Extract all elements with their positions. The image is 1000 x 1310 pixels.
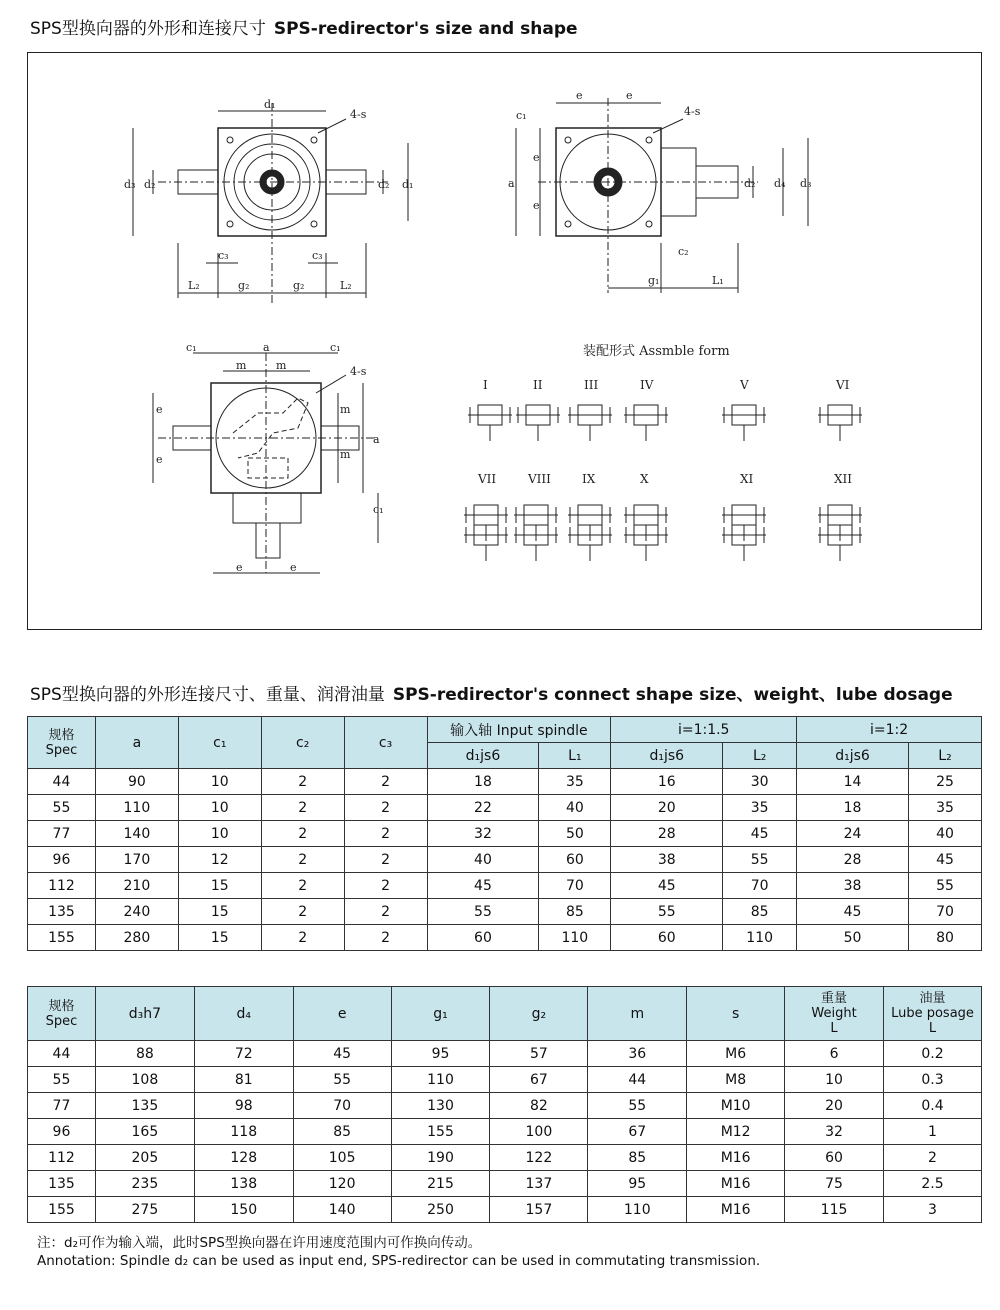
- table2-cell: M16: [687, 1145, 785, 1171]
- th-c2: c₂: [261, 717, 344, 769]
- table1-cell: 45: [611, 873, 723, 899]
- table2-cell: M16: [687, 1171, 785, 1197]
- table1-cell: 110: [723, 925, 797, 951]
- table2-cell: 0.4: [884, 1093, 982, 1119]
- table2-cell: 128: [194, 1145, 293, 1171]
- table1-cell: 18: [427, 769, 539, 795]
- table1-cell: 135: [28, 899, 96, 925]
- table2-cell: 205: [95, 1145, 194, 1171]
- form-label-4: IV: [640, 378, 654, 392]
- table1-cell: 50: [539, 821, 611, 847]
- table2-cell: 120: [293, 1171, 391, 1197]
- form-label-8: VIII: [528, 472, 551, 486]
- view-three-shafts: [153, 353, 378, 573]
- table2-row: [28, 1171, 982, 1197]
- table2-cell: M16: [687, 1197, 785, 1223]
- th2-s: s: [687, 987, 785, 1041]
- table2-cell: 157: [490, 1197, 588, 1223]
- table1-cell: 28: [611, 821, 723, 847]
- table2-cell: 138: [194, 1171, 293, 1197]
- table2-cell: 137: [490, 1171, 588, 1197]
- label-d1-v1: d₁: [402, 178, 414, 191]
- label-a-v2: a: [508, 177, 515, 190]
- table1-cell: 2: [344, 821, 427, 847]
- table1-cell: 40: [908, 821, 981, 847]
- table1-cell: 2: [344, 769, 427, 795]
- table1-cell: 10: [178, 795, 261, 821]
- th2-g1: g₁: [391, 987, 490, 1041]
- table2-cell: 88: [95, 1041, 194, 1067]
- table1-cell: 35: [539, 769, 611, 795]
- table2-cell: 235: [95, 1171, 194, 1197]
- table2-row: [28, 1145, 982, 1171]
- table1-cell: 35: [908, 795, 981, 821]
- table1-cell: 45: [908, 847, 981, 873]
- table2-cell: 85: [588, 1145, 687, 1171]
- table1-cell: 10: [178, 769, 261, 795]
- table1-cell: 170: [95, 847, 178, 873]
- label-e-v3-bottom-left: e: [236, 561, 243, 574]
- form-label-9: IX: [582, 472, 596, 486]
- label-e-side-bottom: e: [533, 199, 540, 212]
- table1-cell: 60: [611, 925, 723, 951]
- th-d1js6-2: d₁js6: [797, 743, 909, 769]
- form-label-11: XI: [740, 472, 754, 486]
- table1-cell: 22: [427, 795, 539, 821]
- label-e-top-left: e: [576, 89, 583, 102]
- title-cn: SPS型换向器的外形和连接尺寸: [30, 19, 266, 39]
- table2-cell: 45: [293, 1041, 391, 1067]
- label-a-v3-top: a: [263, 341, 270, 354]
- table1-cell: 45: [723, 821, 797, 847]
- table1-cell: 15: [178, 899, 261, 925]
- spec-table-2: [27, 986, 982, 1223]
- table1-cell: 2: [344, 795, 427, 821]
- forms-row2-icons: [464, 505, 862, 561]
- table1-cell: 60: [427, 925, 539, 951]
- label-c1-v2: c₁: [516, 109, 527, 122]
- table1-cell: 35: [723, 795, 797, 821]
- table1-row: [28, 769, 982, 795]
- th-ratio-1-1.5: i=1:1.5: [611, 717, 797, 743]
- table1-cell: 30: [723, 769, 797, 795]
- label-c1-v3-right: c₁: [330, 341, 341, 354]
- table2-cell: 55: [588, 1093, 687, 1119]
- table2-row: [28, 1197, 982, 1223]
- table1-row: [28, 847, 982, 873]
- table1-cell: 155: [28, 925, 96, 951]
- label-e-side-top: e: [533, 151, 540, 164]
- table2-cell: 55: [28, 1067, 96, 1093]
- table2-cell: 67: [588, 1119, 687, 1145]
- table2-cell: 135: [28, 1171, 96, 1197]
- table1-cell: 18: [797, 795, 909, 821]
- th2-weight: 重量 Weight L: [785, 987, 884, 1041]
- table1-cell: 55: [908, 873, 981, 899]
- table1-cell: 2: [344, 847, 427, 873]
- assembly-forms: [464, 405, 862, 561]
- table1-cell: 16: [611, 769, 723, 795]
- table1-row: [28, 795, 982, 821]
- form-label-2: II: [533, 378, 543, 392]
- table1-cell: 50: [797, 925, 909, 951]
- table2-cell: 190: [391, 1145, 490, 1171]
- table1-cell: 55: [723, 847, 797, 873]
- annotation-note: [37, 1234, 760, 1270]
- table2-cell: 57: [490, 1041, 588, 1067]
- table1-cell: 55: [427, 899, 539, 925]
- table1-cell: 24: [797, 821, 909, 847]
- th2-lube: 油量 Lube posage L: [884, 987, 982, 1041]
- table1-cell: 2: [344, 925, 427, 951]
- label-e-v3-left-bottom: e: [156, 453, 163, 466]
- table1-cell: 15: [178, 873, 261, 899]
- dimension-drawings: [28, 53, 983, 631]
- table1-cell: 70: [539, 873, 611, 899]
- table2-cell: 3: [884, 1197, 982, 1223]
- table2-cell: 110: [391, 1067, 490, 1093]
- label-L2-right: L₂: [340, 279, 352, 292]
- table1-cell: 210: [95, 873, 178, 899]
- table2-cell: 2: [884, 1145, 982, 1171]
- table1-cell: 110: [95, 795, 178, 821]
- table2-cell: 96: [28, 1119, 96, 1145]
- table1-cell: 38: [797, 873, 909, 899]
- label-L1-v2: L₁: [712, 274, 724, 287]
- table1-cell: 77: [28, 821, 96, 847]
- label-L2-left: L₂: [188, 279, 200, 292]
- table1-cell: 60: [539, 847, 611, 873]
- technical-drawing-frame: [27, 52, 982, 630]
- label-d3-v1: d₃: [124, 178, 136, 191]
- section-title-size-shape: [30, 14, 578, 39]
- form-label-3: III: [584, 378, 599, 392]
- table1-cell: 32: [427, 821, 539, 847]
- th2-d4: d₄: [194, 987, 293, 1041]
- table2-cell: 215: [391, 1171, 490, 1197]
- th-c3: c₃: [344, 717, 427, 769]
- label-m-v3-left: m: [236, 359, 247, 372]
- th2-m: m: [588, 987, 687, 1041]
- th-spec: 规格 Spec: [28, 717, 96, 769]
- label-4s-v2: 4-s: [684, 105, 701, 118]
- table2-row: [28, 1119, 982, 1145]
- title2-en: SPS-redirector's connect shape size、weight、lube dosage: [392, 685, 953, 705]
- label-d3-v2: d₃: [800, 177, 812, 190]
- table1-cell: 28: [797, 847, 909, 873]
- table1-cell: 14: [797, 769, 909, 795]
- table2-cell: 77: [28, 1093, 96, 1119]
- table1-cell: 15: [178, 925, 261, 951]
- label-e-v3-bottom-right: e: [290, 561, 297, 574]
- form-label-10: X: [640, 472, 649, 486]
- table1-row: [28, 821, 982, 847]
- th-d1js6-input: d₁js6: [427, 743, 539, 769]
- th2-g2: g₂: [490, 987, 588, 1041]
- label-4s-v1: 4-s: [350, 108, 367, 121]
- th-c1: c₁: [178, 717, 261, 769]
- table2-cell: 36: [588, 1041, 687, 1067]
- table2-cell: M12: [687, 1119, 785, 1145]
- view-front-two-shafts: [133, 103, 408, 303]
- th-input-spindle: 输入轴 Input spindle: [427, 717, 611, 743]
- th-L2-15: L₂: [723, 743, 797, 769]
- table2-cell: 0.2: [884, 1041, 982, 1067]
- table2-cell: 6: [785, 1041, 884, 1067]
- table2-cell: 118: [194, 1119, 293, 1145]
- table1-cell: 2: [261, 821, 344, 847]
- table2-cell: 60: [785, 1145, 884, 1171]
- table2-cell: 1: [884, 1119, 982, 1145]
- label-4s-v3: 4-s: [350, 365, 367, 378]
- table2-cell: 67: [490, 1067, 588, 1093]
- table1-cell: 55: [611, 899, 723, 925]
- table2-cell: 85: [293, 1119, 391, 1145]
- table1-cell: 110: [539, 925, 611, 951]
- label-c3-left: c₃: [218, 249, 229, 262]
- label-e-top-right: e: [626, 89, 633, 102]
- table1-cell: 70: [723, 873, 797, 899]
- th-L1: L₁: [539, 743, 611, 769]
- table2-cell: 98: [194, 1093, 293, 1119]
- label-m-v3-side-top: m: [340, 403, 351, 416]
- label-e-v3-left-top: e: [156, 403, 163, 416]
- th-d1js6-15: d₁js6: [611, 743, 723, 769]
- table2-cell: 105: [293, 1145, 391, 1171]
- title2-cn: SPS型换向器的外形连接尺寸、重量、润滑油量: [30, 685, 385, 705]
- table2-cell: 115: [785, 1197, 884, 1223]
- table1-cell: 2: [261, 795, 344, 821]
- table2-row: [28, 1093, 982, 1119]
- table1-cell: 112: [28, 873, 96, 899]
- spec-table-1: [27, 716, 982, 951]
- table1-row: [28, 873, 982, 899]
- table1-cell: 2: [344, 899, 427, 925]
- label-d2-v2: d₂: [744, 177, 756, 190]
- table1-cell: 90: [95, 769, 178, 795]
- note-cn: 注：d₂可作为输入端，此时SPS型换向器在许用速度范围内可作换向传动。: [37, 1235, 482, 1251]
- label-a-v3-side: a: [373, 433, 380, 446]
- table2-cell: 75: [785, 1171, 884, 1197]
- table1-cell: 96: [28, 847, 96, 873]
- label-m-v3-right: m: [276, 359, 287, 372]
- table2-cell: 275: [95, 1197, 194, 1223]
- table2-cell: 55: [293, 1067, 391, 1093]
- table1-row: [28, 899, 982, 925]
- table2-cell: 165: [95, 1119, 194, 1145]
- label-g2-right: g₂: [293, 279, 305, 292]
- table1-cell: 280: [95, 925, 178, 951]
- table1-cell: 55: [28, 795, 96, 821]
- table1-cell: 40: [427, 847, 539, 873]
- table2-cell: 110: [588, 1197, 687, 1223]
- table2-cell: M6: [687, 1041, 785, 1067]
- table1-cell: 20: [611, 795, 723, 821]
- table2-cell: 95: [588, 1171, 687, 1197]
- table1-row: [28, 925, 982, 951]
- table1-cell: 45: [427, 873, 539, 899]
- table2-cell: 140: [293, 1197, 391, 1223]
- label-c1-v3-left: c₁: [186, 341, 197, 354]
- table2-cell: 112: [28, 1145, 96, 1171]
- label-c2-v2: c₂: [678, 245, 689, 258]
- table2-cell: M8: [687, 1067, 785, 1093]
- table2-cell: 95: [391, 1041, 490, 1067]
- table1-cell: 2: [344, 873, 427, 899]
- label-d2-left: d₂: [144, 178, 156, 191]
- form-label-12: XII: [834, 472, 853, 486]
- table2-cell: M10: [687, 1093, 785, 1119]
- table2-cell: 10: [785, 1067, 884, 1093]
- table1-cell: 40: [539, 795, 611, 821]
- label-c1-v3-side: c₁: [373, 503, 384, 516]
- table2-cell: 44: [28, 1041, 96, 1067]
- table2-cell: 0.3: [884, 1067, 982, 1093]
- table1-cell: 2: [261, 769, 344, 795]
- label-c3-right: c₃: [312, 249, 323, 262]
- table1-cell: 25: [908, 769, 981, 795]
- table1-cell: 2: [261, 925, 344, 951]
- th2-spec: 规格 Spec: [28, 987, 96, 1041]
- table2-row: [28, 1041, 982, 1067]
- forms-row1-icons: [468, 405, 862, 441]
- form-label-1: I: [483, 378, 488, 392]
- note-en: Annotation: Spindle d₂ can be used as input end, SPS-redirector can be used in commutating transmission.: [37, 1253, 761, 1269]
- th2-e: e: [293, 987, 391, 1041]
- table2-cell: 250: [391, 1197, 490, 1223]
- label-g1-v2: g₁: [648, 274, 660, 287]
- th2-d3h7: d₃h7: [95, 987, 194, 1041]
- table2-cell: 150: [194, 1197, 293, 1223]
- assembly-form-title: 装配形式 Assmble form: [583, 344, 730, 359]
- table2-cell: 135: [95, 1093, 194, 1119]
- view-side-one-shaft: [516, 98, 808, 293]
- table1-cell: 10: [178, 821, 261, 847]
- th-a: a: [95, 717, 178, 769]
- table1-cell: 12: [178, 847, 261, 873]
- table1-cell: 85: [723, 899, 797, 925]
- table1-cell: 44: [28, 769, 96, 795]
- table2-row: [28, 1067, 982, 1093]
- table1-cell: 240: [95, 899, 178, 925]
- table1-cell: 2: [261, 873, 344, 899]
- th-L2-2: L₂: [908, 743, 981, 769]
- label-d1-top: d₁: [264, 98, 276, 111]
- table1-cell: 140: [95, 821, 178, 847]
- table1-cell: 2: [261, 847, 344, 873]
- label-d4-v2: d₄: [774, 177, 786, 190]
- table1-cell: 2: [261, 899, 344, 925]
- table2-cell: 44: [588, 1067, 687, 1093]
- table1-cell: 80: [908, 925, 981, 951]
- form-label-7: VII: [478, 472, 497, 486]
- table2-cell: 2.5: [884, 1171, 982, 1197]
- table2-cell: 81: [194, 1067, 293, 1093]
- table1-cell: 38: [611, 847, 723, 873]
- table2-cell: 70: [293, 1093, 391, 1119]
- form-label-5: V: [740, 378, 749, 392]
- table2-cell: 155: [391, 1119, 490, 1145]
- table1-cell: 45: [797, 899, 909, 925]
- label-d2-right: d₂: [378, 178, 390, 191]
- table1-cell: 85: [539, 899, 611, 925]
- table2-cell: 122: [490, 1145, 588, 1171]
- table2-cell: 72: [194, 1041, 293, 1067]
- section-title-table: [30, 680, 953, 705]
- table2-cell: 82: [490, 1093, 588, 1119]
- label-m-v3-side-bottom: m: [340, 448, 351, 461]
- th-ratio-1-2: i=1:2: [797, 717, 982, 743]
- label-g2-left: g₂: [238, 279, 250, 292]
- table1-cell: 70: [908, 899, 981, 925]
- title-en: SPS-redirector's size and shape: [273, 19, 578, 39]
- table2-cell: 100: [490, 1119, 588, 1145]
- table2-cell: 20: [785, 1093, 884, 1119]
- table2-cell: 108: [95, 1067, 194, 1093]
- table2-cell: 130: [391, 1093, 490, 1119]
- table2-cell: 32: [785, 1119, 884, 1145]
- form-label-6: VI: [836, 378, 850, 392]
- table2-cell: 155: [28, 1197, 96, 1223]
